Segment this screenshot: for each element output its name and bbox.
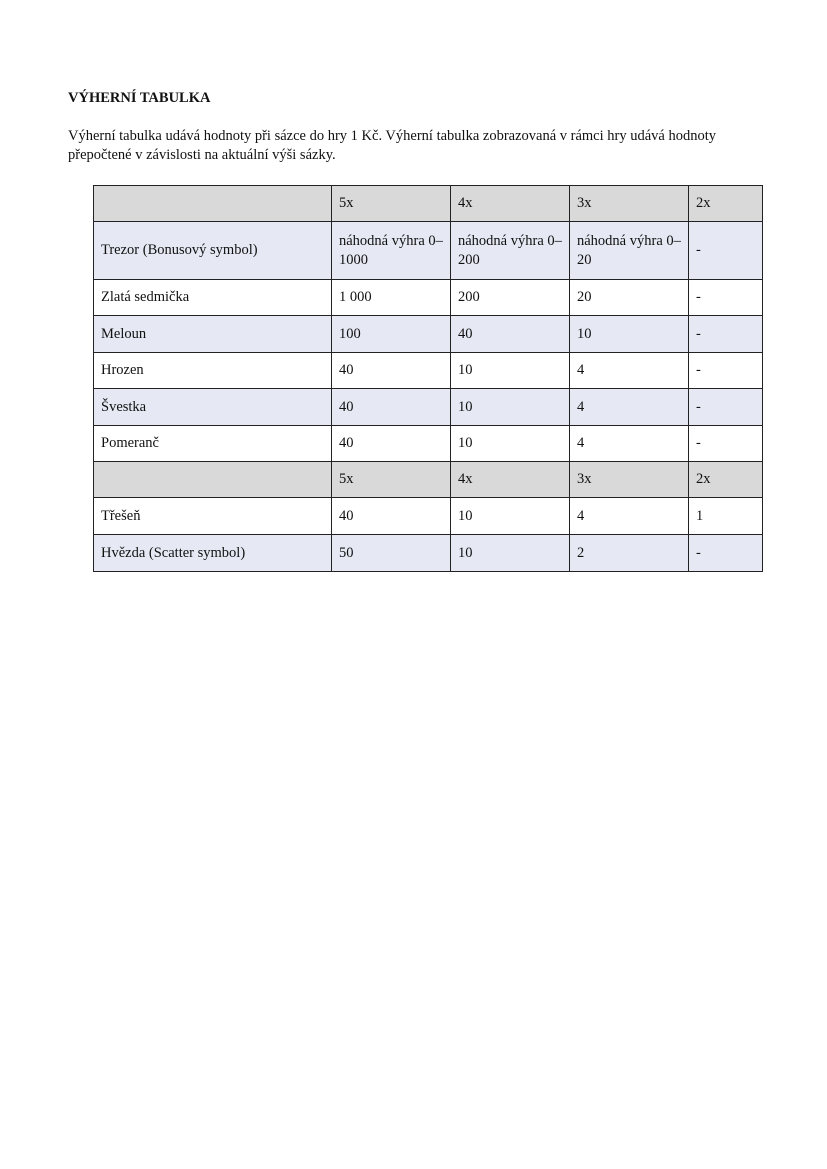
payout-cell: - xyxy=(689,353,763,389)
payout-cell: 10 xyxy=(451,389,570,426)
symbol-cell: Třešeň xyxy=(94,498,332,535)
payout-cell: 5x xyxy=(332,462,451,498)
payout-cell: 1 000 xyxy=(332,280,451,316)
payout-cell: 10 xyxy=(451,498,570,535)
payout-cell: - xyxy=(689,389,763,426)
payout-cell: 4 xyxy=(570,353,689,389)
table-row xyxy=(94,280,763,316)
intro-paragraph: Výherní tabulka udává hodnoty při sázce do hry 1 Kč. Výherní tabulka zobrazovaná v rámci hry udává hodnoty přepočtené v závislosti na aktuální výši sázky. xyxy=(68,128,716,163)
table-row xyxy=(94,316,763,353)
payout-cell: náhodná výhra 0–1000 xyxy=(332,222,451,280)
page-title: VÝHERNÍ TABULKA xyxy=(68,90,211,106)
table-row xyxy=(94,389,763,426)
table-row xyxy=(94,535,763,572)
payout-cell: 2x xyxy=(689,462,763,498)
symbol-cell: Meloun xyxy=(94,316,332,353)
symbol-cell xyxy=(94,186,332,222)
payout-cell: 5x xyxy=(332,186,451,222)
payout-cell: náhodná výhra 0–200 xyxy=(451,222,570,280)
payout-cell: 20 xyxy=(570,280,689,316)
payout-cell: 4 xyxy=(570,389,689,426)
payout-cell: 40 xyxy=(332,498,451,535)
payout-cell: 10 xyxy=(451,535,570,572)
payout-cell: 3x xyxy=(570,186,689,222)
payout-cell: - xyxy=(689,535,763,572)
payout-cell: 10 xyxy=(570,316,689,353)
symbol-cell: Hrozen xyxy=(94,353,332,389)
payout-cell: 50 xyxy=(332,535,451,572)
table-header-row xyxy=(94,186,763,222)
symbol-cell xyxy=(94,462,332,498)
table-header-row xyxy=(94,462,763,498)
payout-table xyxy=(93,185,763,572)
payout-cell: 100 xyxy=(332,316,451,353)
payout-cell: 40 xyxy=(332,353,451,389)
table-row xyxy=(94,426,763,462)
payout-cell: - xyxy=(689,316,763,353)
payout-cell: - xyxy=(689,426,763,462)
payout-cell: 3x xyxy=(570,462,689,498)
table-row xyxy=(94,353,763,389)
table-row xyxy=(94,498,763,535)
payout-cell: 2x xyxy=(689,186,763,222)
payout-cell: 40 xyxy=(332,426,451,462)
payout-cell: náhodná výhra 0–20 xyxy=(570,222,689,280)
payout-cell: 40 xyxy=(451,316,570,353)
payout-cell: 10 xyxy=(451,353,570,389)
payout-cell: - xyxy=(689,222,763,280)
payout-cell: 4x xyxy=(451,186,570,222)
symbol-cell: Hvězda (Scatter symbol) xyxy=(94,535,332,572)
payout-cell: 10 xyxy=(451,426,570,462)
payout-cell: 1 xyxy=(689,498,763,535)
payout-cell: - xyxy=(689,280,763,316)
payout-cell: 200 xyxy=(451,280,570,316)
table-row xyxy=(94,222,763,280)
payout-cell: 40 xyxy=(332,389,451,426)
payout-cell: 4x xyxy=(451,462,570,498)
symbol-cell: Zlatá sedmička xyxy=(94,280,332,316)
symbol-cell: Pomeranč xyxy=(94,426,332,462)
payout-cell: 4 xyxy=(570,426,689,462)
payout-cell: 4 xyxy=(570,498,689,535)
payout-cell: 2 xyxy=(570,535,689,572)
symbol-cell: Švestka xyxy=(94,389,332,426)
symbol-cell: Trezor (Bonusový symbol) xyxy=(94,222,332,280)
